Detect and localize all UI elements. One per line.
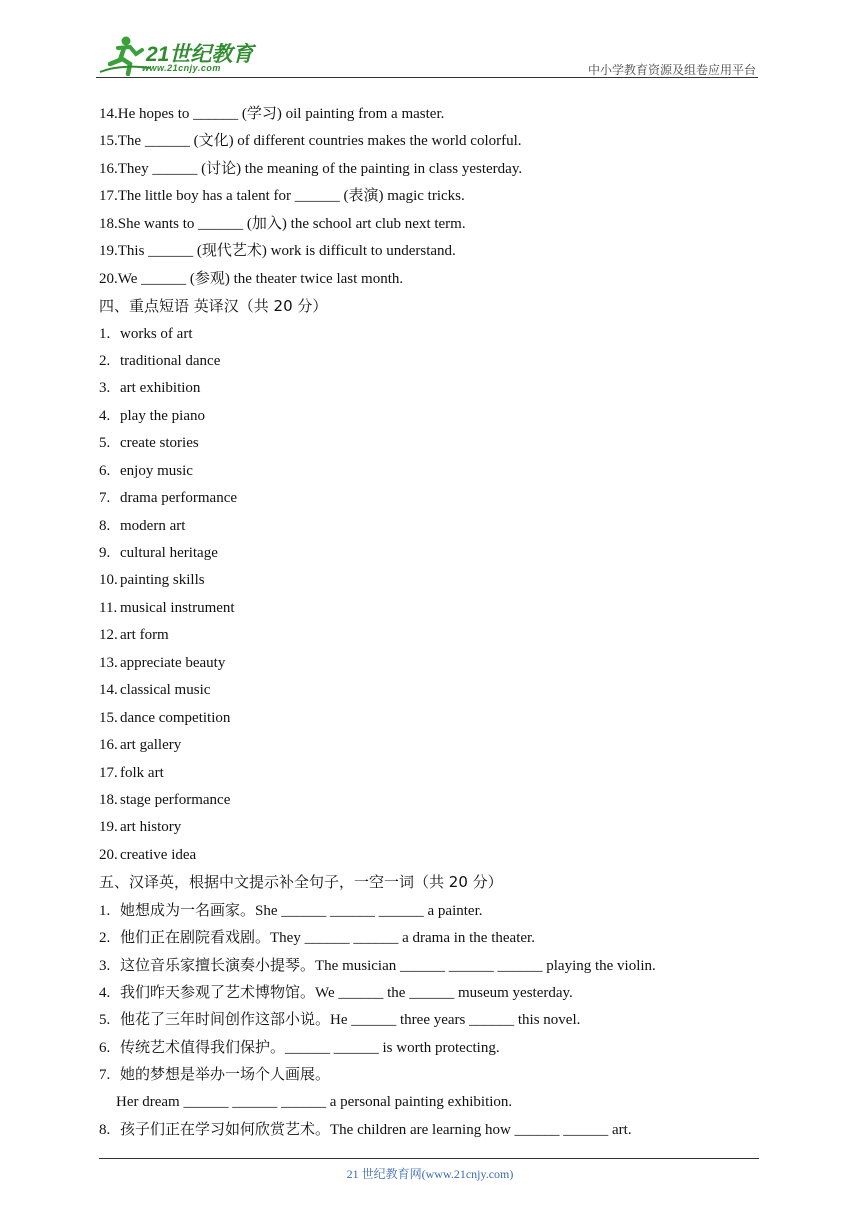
item-text: He hopes to ______ (学习) oil painting from a master. — [117, 106, 445, 122]
phrase-item — [99, 375, 759, 402]
section4-title: 四、重点短语 英译汉（共 20 分） — [99, 297, 328, 316]
phrase-text: create stories — [120, 435, 199, 452]
item-number: 12. — [99, 627, 118, 644]
item-number: 5. — [99, 1012, 111, 1029]
phrase-item — [99, 787, 759, 814]
item-number: 1. — [99, 325, 111, 342]
item-number: 6. — [99, 1039, 111, 1056]
phrase-item — [99, 814, 759, 841]
fill-item — [99, 156, 759, 183]
item-number: 16. — [99, 737, 118, 754]
item-number: 10. — [99, 572, 118, 589]
english-sentence: He ______ three years ______ this novel. — [330, 1012, 581, 1029]
english-sentence: ______ ______ is worth protecting. — [285, 1039, 500, 1056]
item-number: 18. — [99, 215, 118, 232]
phrase-item — [99, 705, 759, 732]
item-number: 7. — [99, 1067, 111, 1084]
chinese-prompt: 传统艺术值得我们保护。 — [120, 1037, 286, 1056]
header-divider — [96, 77, 758, 78]
phrase-text: modern art — [120, 517, 186, 534]
translation-item — [99, 1089, 759, 1116]
fill-in-items — [99, 101, 759, 293]
translation-item — [99, 979, 759, 1006]
translation-item — [99, 1034, 759, 1061]
translation-item — [99, 924, 759, 951]
item-text: The ______ (文化) of different countries makes the world colorful. — [117, 133, 522, 150]
item-number: 15. — [99, 133, 118, 150]
phrase-text: art history — [120, 819, 182, 836]
item-number: 20. — [99, 270, 118, 287]
english-sentence: The children are learning how ______ ______ art. — [330, 1122, 632, 1139]
item-number: 18. — [99, 791, 118, 808]
site-logo[interactable] — [96, 34, 266, 76]
fill-item — [99, 238, 759, 265]
fill-item — [99, 101, 759, 128]
translation-item — [99, 1116, 759, 1143]
fill-item — [99, 211, 759, 238]
english-sentence: They ______ ______ a drama in the theater. — [270, 930, 535, 947]
item-number: 9. — [99, 545, 111, 561]
phrase-text: works of art — [120, 325, 193, 342]
logo-url: www.21cnjy.com — [142, 63, 221, 73]
phrase-item — [99, 595, 759, 622]
phrase-item — [99, 732, 759, 759]
item-number: 19. — [99, 243, 118, 260]
phrase-text: drama performance — [120, 490, 238, 507]
phrase-item — [99, 622, 759, 649]
item-number: 20. — [99, 846, 118, 863]
phrase-text: art exhibition — [120, 380, 201, 397]
item-number: 6. — [99, 462, 111, 479]
item-number: 16. — [99, 160, 118, 177]
chinese-prompt: 我们昨天参观了艺术博物馆。 — [120, 983, 316, 1001]
chinese-prompt: 孩子们正在学习如何欣赏艺术。 — [120, 1120, 331, 1139]
item-number: 1. — [99, 902, 111, 919]
footer-divider — [99, 1158, 759, 1159]
item-text: The little boy has a talent for ______ (表演) magic tricks. — [117, 188, 465, 205]
phrase-text: traditional dance — [120, 352, 221, 369]
phrase-item — [99, 348, 759, 375]
chinese-prompt: 她想成为一名画家。 — [120, 900, 256, 919]
phrase-item — [99, 760, 759, 787]
item-number: 4. — [99, 407, 111, 424]
phrase-item — [99, 567, 759, 594]
section5-title: 五、汉译英，根据中文提示补全句子，一空一词（共 20 分） — [99, 873, 503, 892]
translation-item — [99, 897, 759, 924]
page-header — [96, 34, 758, 78]
chinese-prompt: 这位音乐家擅长演奏小提琴。 — [120, 955, 316, 974]
phrase-item — [99, 430, 759, 457]
translation-item — [99, 1006, 759, 1033]
item-number: 3. — [99, 957, 111, 974]
english-sentence: We ______ the ______ museum yesterday. — [315, 985, 573, 1001]
chinese-prompt: 他花了三年时间创作这部小说。 — [120, 1010, 331, 1029]
phrase-text: enjoy music — [120, 462, 193, 479]
item-text: This ______ (现代艺术) work is difficult to understand. — [117, 243, 456, 260]
item-text: She wants to ______ (加入) the school art club next term. — [117, 215, 466, 232]
phrase-text: play the piano — [120, 407, 205, 424]
phrase-text: dance competition — [120, 709, 231, 726]
translation-item — [99, 952, 759, 979]
phrase-item — [99, 403, 759, 430]
phrase-item — [99, 458, 759, 485]
phrase-text: art form — [120, 627, 169, 644]
item-number: 3. — [99, 380, 111, 397]
item-number: 17. — [99, 188, 118, 205]
phrase-item — [99, 650, 759, 677]
platform-name: 中小学教育资源及组卷应用平台 — [587, 63, 756, 77]
fill-item — [99, 128, 759, 155]
item-number: 19. — [99, 819, 118, 836]
worksheet-content — [99, 101, 759, 1144]
english-sentence: She ______ ______ ______ a painter. — [255, 902, 483, 919]
phrase-item — [99, 677, 759, 704]
item-number: 13. — [99, 654, 118, 671]
phrase-text: musical instrument — [120, 599, 235, 616]
item-text: We ______ (参观) the theater twice last month. — [117, 270, 404, 287]
phrase-text: creative idea — [120, 846, 197, 863]
phrase-text: appreciate beauty — [120, 654, 226, 671]
english-sentence: The musician ______ ______ ______ playing the violin. — [315, 957, 656, 974]
item-number: 4. — [99, 985, 111, 1001]
phrase-text: art gallery — [120, 737, 182, 754]
phrase-list — [99, 321, 759, 870]
item-number: 2. — [99, 352, 111, 369]
phrase-item — [99, 842, 759, 869]
item-number: 14. — [99, 106, 118, 122]
chinese-prompt: 她的梦想是举办一场个人画展。 — [120, 1065, 331, 1084]
phrase-item — [99, 513, 759, 540]
phrase-item — [99, 321, 759, 348]
phrase-text: folk art — [120, 764, 164, 781]
fill-item — [99, 183, 759, 210]
phrase-item — [99, 485, 759, 512]
item-number: 11. — [99, 599, 118, 616]
logo-text: 21世纪教育 — [146, 43, 254, 66]
phrase-item — [99, 540, 759, 567]
translation-item — [99, 1061, 759, 1088]
translation-list — [99, 897, 759, 1144]
phrase-text: painting skills — [120, 572, 205, 589]
item-number: 14. — [99, 682, 118, 699]
item-text: They ______ (讨论) the meaning of the painting in class yesterday. — [117, 160, 523, 177]
chinese-prompt: 他们正在剧院看戏剧。 — [120, 928, 271, 947]
item-number: 15. — [99, 709, 118, 726]
item-number: 8. — [99, 517, 111, 534]
phrase-text: cultural heritage — [120, 545, 218, 561]
fill-item — [99, 266, 759, 293]
item-number: 5. — [99, 435, 111, 452]
footer-text: 21 世纪教育网(www.21cnjy.com) — [346, 1167, 514, 1181]
phrase-text: stage performance — [120, 791, 231, 808]
item-number: 7. — [99, 490, 111, 507]
item-number: 17. — [99, 764, 118, 781]
item-number: 2. — [99, 930, 111, 947]
phrase-text: classical music — [120, 682, 211, 699]
english-sentence: Her dream ______ ______ ______ a personal painting exhibition. — [116, 1093, 513, 1110]
item-number: 8. — [99, 1122, 111, 1139]
